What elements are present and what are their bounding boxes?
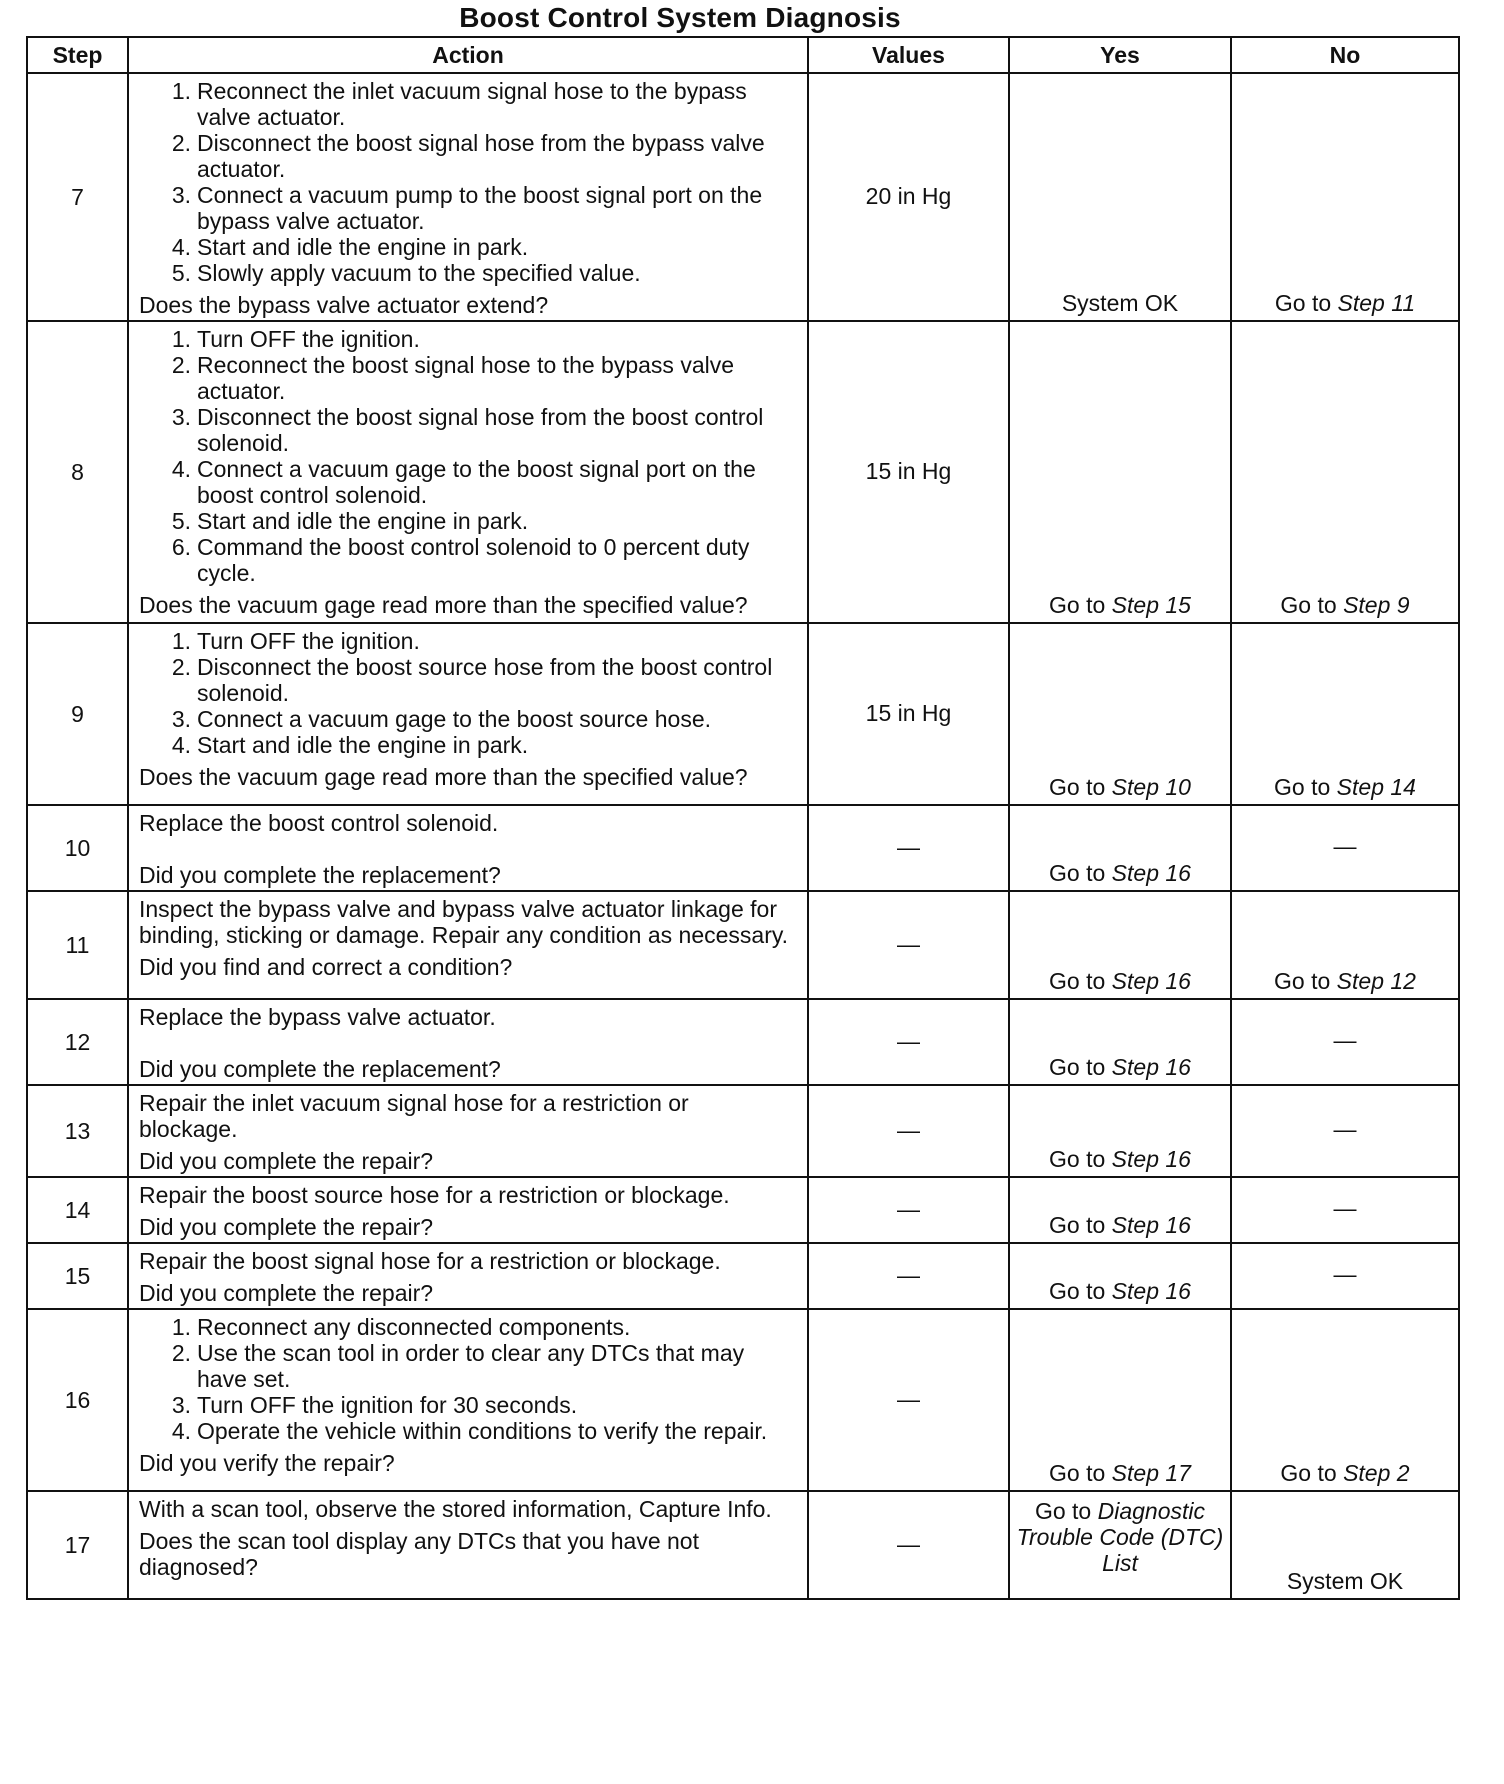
no-prefix: — — [1333, 1195, 1357, 1221]
no-cell — [1231, 1309, 1459, 1491]
table-row — [27, 999, 1459, 1085]
value-cell: — — [808, 999, 1009, 1085]
no-step-link[interactable]: Step 9 — [1343, 592, 1410, 618]
action-step — [139, 182, 793, 234]
action-text: Inspect the bypass valve and bypass valve actuator linkage for binding, sticking or damage. Repair any condition as necessary. — [139, 896, 789, 948]
table-row — [27, 1243, 1459, 1309]
value-cell: — — [808, 805, 1009, 891]
header-action: Action — [128, 37, 808, 73]
step-index: 4. — [171, 234, 191, 260]
header-row — [27, 37, 1459, 73]
step-text: Operate the vehicle within conditions to verify the repair. — [197, 1418, 768, 1444]
yes-prefix: Go to — [1049, 774, 1112, 800]
action-steps — [139, 78, 793, 286]
step-number: 7 — [27, 73, 128, 321]
no-prefix: — — [1333, 1261, 1357, 1287]
no-cell — [1231, 1491, 1459, 1599]
step-index: 2. — [171, 130, 191, 156]
yes-step-link[interactable]: Step 16 — [1111, 1054, 1191, 1080]
action-steps — [139, 1314, 793, 1444]
action-cell — [128, 891, 808, 999]
value-cell: — — [808, 891, 1009, 999]
action-step — [139, 456, 793, 508]
table-row — [27, 891, 1459, 999]
table-row — [27, 1085, 1459, 1177]
value-cell: — — [808, 1177, 1009, 1243]
step-index: 5. — [171, 260, 191, 286]
step-number: 12 — [27, 999, 128, 1085]
value-cell: — — [808, 1243, 1009, 1309]
yes-cell — [1009, 805, 1231, 891]
yes-step-link[interactable]: Step 17 — [1111, 1460, 1191, 1486]
yes-prefix: System OK — [1061, 290, 1179, 316]
no-prefix: System OK — [1286, 1568, 1404, 1594]
action-cell — [128, 73, 808, 321]
no-cell — [1231, 1177, 1459, 1243]
step-text: Disconnect the boost signal hose from the boost control solenoid. — [197, 404, 764, 456]
step-number: 11 — [27, 891, 128, 999]
no-cell — [1231, 891, 1459, 999]
no-step-link[interactable]: Step 12 — [1336, 968, 1416, 994]
step-index: 3. — [171, 706, 191, 732]
yes-step-link[interactable]: Step 15 — [1111, 592, 1191, 618]
action-question: Did you complete the repair? — [139, 1280, 434, 1306]
no-prefix: Go to — [1280, 1460, 1344, 1486]
value-cell: — — [808, 1491, 1009, 1599]
step-index: 4. — [171, 1418, 191, 1444]
step-text: Reconnect any disconnected components. — [197, 1314, 631, 1340]
step-text: Slowly apply vacuum to the specified value. — [197, 260, 641, 286]
action-step — [139, 260, 793, 286]
action-step — [139, 508, 793, 534]
step-index: 1. — [171, 78, 191, 104]
action-question: Does the bypass valve actuator extend? — [139, 292, 549, 318]
header-no: No — [1231, 37, 1459, 73]
yes-cell — [1009, 1177, 1231, 1243]
action-text: Replace the bypass valve actuator. — [139, 1004, 496, 1030]
value-cell: 15 in Hg — [808, 623, 1009, 805]
action-step — [139, 326, 793, 352]
action-question: Did you complete the repair? — [139, 1148, 434, 1174]
action-step — [139, 1418, 793, 1444]
action-question: Does the scan tool display any DTCs that you have not diagnosed? — [139, 1528, 699, 1580]
value-cell: — — [808, 1309, 1009, 1491]
action-cell — [128, 1491, 808, 1599]
action-steps — [139, 628, 793, 758]
action-step — [139, 534, 793, 586]
yes-prefix: Go to — [1049, 1278, 1112, 1304]
table-row — [27, 805, 1459, 891]
action-step — [139, 234, 793, 260]
step-text: Start and idle the engine in park. — [197, 234, 529, 260]
action-step — [139, 732, 793, 758]
yes-cell — [1009, 1309, 1231, 1491]
step-number: 10 — [27, 805, 128, 891]
yes-cell — [1009, 321, 1231, 623]
action-step — [139, 404, 793, 456]
yes-step-link[interactable]: Step 16 — [1111, 1146, 1191, 1172]
yes-prefix: Go to — [1049, 968, 1112, 994]
step-index: 5. — [171, 508, 191, 534]
step-text: Start and idle the engine in park. — [197, 732, 529, 758]
step-index: 4. — [171, 456, 191, 482]
no-step-link[interactable]: Step 11 — [1337, 290, 1416, 316]
action-text: Repair the boost source hose for a restriction or blockage. — [139, 1182, 730, 1208]
action-text: With a scan tool, observe the stored information, Capture Info. — [139, 1496, 772, 1522]
step-text: Turn OFF the ignition for 30 seconds. — [197, 1392, 578, 1418]
value-cell: — — [808, 1085, 1009, 1177]
step-text: Start and idle the engine in park. — [197, 508, 529, 534]
action-cell — [128, 321, 808, 623]
action-text: Repair the boost signal hose for a restriction or blockage. — [139, 1248, 721, 1274]
header-yes: Yes — [1009, 37, 1231, 73]
yes-step-link[interactable]: Step 16 — [1111, 860, 1191, 886]
step-text: Reconnect the boost signal hose to the bypass valve actuator. — [197, 352, 735, 404]
step-index: 2. — [171, 1340, 191, 1366]
step-index: 4. — [171, 732, 191, 758]
step-index: 3. — [171, 404, 191, 430]
action-step — [139, 78, 793, 130]
header-values: Values — [808, 37, 1009, 73]
action-step — [139, 1392, 793, 1418]
yes-cell — [1009, 1085, 1231, 1177]
action-step — [139, 628, 793, 654]
action-cell — [128, 999, 808, 1085]
step-index: 3. — [171, 1392, 191, 1418]
yes-prefix: Go to — [1049, 860, 1112, 886]
value-cell: 15 in Hg — [808, 321, 1009, 623]
action-step — [139, 130, 793, 182]
table-row — [27, 623, 1459, 805]
no-prefix: — — [1333, 833, 1357, 859]
action-step — [139, 706, 793, 732]
yes-prefix: Go to — [1049, 1212, 1112, 1238]
yes-cell — [1009, 999, 1231, 1085]
step-number: 17 — [27, 1491, 128, 1599]
action-question: Does the vacuum gage read more than the specified value? — [139, 592, 748, 618]
no-cell — [1231, 1085, 1459, 1177]
step-number: 14 — [27, 1177, 128, 1243]
table-row — [27, 73, 1459, 321]
no-prefix: — — [1333, 1027, 1357, 1053]
action-cell — [128, 1309, 808, 1491]
step-index: 1. — [171, 628, 191, 654]
no-prefix: Go to — [1280, 592, 1344, 618]
action-steps — [139, 326, 793, 586]
no-prefix: Go to — [1274, 774, 1337, 800]
yes-step-link[interactable]: Step 16 — [1111, 968, 1191, 994]
action-question: Did you complete the repair? — [139, 1214, 434, 1240]
action-cell — [128, 1085, 808, 1177]
action-cell — [128, 1243, 808, 1309]
page-title: Boost Control System Diagnosis — [459, 2, 901, 33]
yes-step-link[interactable]: Step 16 — [1111, 1278, 1191, 1304]
step-index: 1. — [171, 326, 191, 352]
yes-cell — [1009, 73, 1231, 321]
step-text: Disconnect the boost source hose from the boost control solenoid. — [197, 654, 773, 706]
no-prefix: Go to — [1274, 290, 1338, 316]
table-row — [27, 1309, 1459, 1491]
no-cell — [1231, 999, 1459, 1085]
no-cell — [1231, 1243, 1459, 1309]
step-number: 15 — [27, 1243, 128, 1309]
yes-cell — [1009, 1491, 1231, 1599]
action-text: Repair the inlet vacuum signal hose for a restriction or blockage. — [139, 1090, 689, 1142]
step-index: 3. — [171, 182, 191, 208]
action-question: Does the vacuum gage read more than the specified value? — [139, 764, 748, 790]
yes-step-link[interactable]: Step 10 — [1111, 774, 1191, 800]
step-index: 2. — [171, 654, 191, 680]
yes-cell — [1009, 891, 1231, 999]
step-text: Turn OFF the ignition. — [197, 326, 420, 352]
step-text: Connect a vacuum gage to the boost signal port on the boost control solenoid. — [197, 456, 756, 508]
step-text: Connect a vacuum pump to the boost signal port on the bypass valve actuator. — [197, 182, 763, 234]
no-step-link[interactable]: Step 14 — [1336, 774, 1416, 800]
step-text: Reconnect the inlet vacuum signal hose to the bypass valve actuator. — [197, 78, 747, 130]
action-step — [139, 352, 793, 404]
action-question: Did you verify the repair? — [139, 1450, 395, 1476]
step-number: 16 — [27, 1309, 128, 1491]
step-text: Use the scan tool in order to clear any DTCs that may have set. — [197, 1340, 745, 1392]
value-cell: 20 in Hg — [808, 73, 1009, 321]
yes-prefix: Go to — [1049, 592, 1112, 618]
yes-step-link[interactable]: Step 16 — [1111, 1212, 1191, 1238]
yes-step-link[interactable]: Diagnostic Trouble Code (DTC) List — [1016, 1498, 1224, 1576]
action-cell — [128, 805, 808, 891]
yes-prefix: Go to — [1034, 1498, 1098, 1524]
no-prefix: — — [1333, 1116, 1357, 1142]
step-text: Command the boost control solenoid to 0 percent duty cycle. — [197, 534, 750, 586]
step-index: 1. — [171, 1314, 191, 1340]
no-step-link[interactable]: Step 2 — [1343, 1460, 1410, 1486]
yes-prefix: Go to — [1049, 1054, 1112, 1080]
no-cell — [1231, 805, 1459, 891]
yes-prefix: Go to — [1049, 1460, 1112, 1486]
action-step — [139, 654, 793, 706]
action-step — [139, 1314, 793, 1340]
table-row — [27, 1491, 1459, 1599]
table-row — [27, 321, 1459, 623]
action-question: Did you find and correct a condition? — [139, 954, 513, 980]
action-cell — [128, 623, 808, 805]
step-text: Turn OFF the ignition. — [197, 628, 420, 654]
header-step: Step — [27, 37, 128, 73]
no-cell — [1231, 321, 1459, 623]
step-text: Disconnect the boost signal hose from the bypass valve actuator. — [197, 130, 765, 182]
step-number: 8 — [27, 321, 128, 623]
diagnosis-table — [26, 36, 1460, 1600]
step-number: 13 — [27, 1085, 128, 1177]
yes-cell — [1009, 1243, 1231, 1309]
yes-cell — [1009, 623, 1231, 805]
action-question: Did you complete the replacement? — [139, 1056, 501, 1082]
action-text: Replace the boost control solenoid. — [139, 810, 499, 836]
step-index: 6. — [171, 534, 191, 560]
step-index: 2. — [171, 352, 191, 378]
table-row — [27, 1177, 1459, 1243]
no-cell — [1231, 73, 1459, 321]
action-cell — [128, 1177, 808, 1243]
no-cell — [1231, 623, 1459, 805]
action-question: Did you complete the replacement? — [139, 862, 501, 888]
step-number: 9 — [27, 623, 128, 805]
yes-prefix: Go to — [1049, 1146, 1112, 1172]
step-text: Connect a vacuum gage to the boost source hose. — [197, 706, 711, 732]
action-step — [139, 1340, 793, 1392]
no-prefix: Go to — [1274, 968, 1337, 994]
